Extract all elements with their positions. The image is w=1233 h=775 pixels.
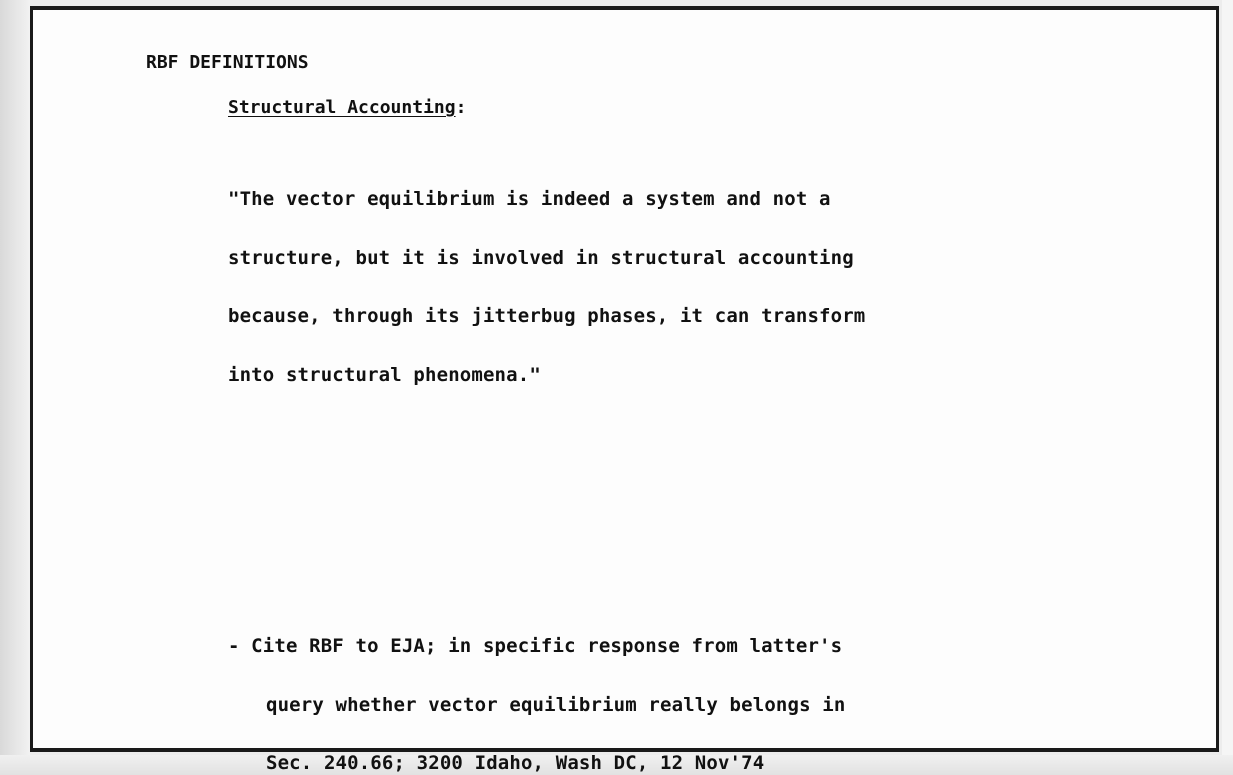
definition-quote [228, 151, 865, 424]
quote-line: because, through its jitterbug phases, it can transform [228, 305, 866, 327]
quote-line: "The vector equilibrium is indeed a system and not a [228, 188, 831, 210]
definition-term [228, 98, 466, 117]
citation-line: - Cite RBF to EJA; in specific response from latter's [228, 635, 843, 657]
definition-term-colon: : [455, 97, 467, 118]
citation-line: Sec. 240.66; 3200 Idaho, Wash DC, 12 Nov'74 [266, 752, 765, 774]
card-header: RBF DEFINITIONS [146, 52, 309, 73]
index-card [30, 6, 1219, 774]
quote-line: structure, but it is involved in structural accounting [228, 246, 854, 269]
citation-block [228, 598, 845, 775]
citation-line: query whether vector equilibrium really belongs in [266, 693, 846, 716]
scan-bed-edge [0, 0, 30, 775]
definition-term-label: Structural Accounting [228, 97, 456, 118]
scan-bed-edge-right [1222, 0, 1233, 775]
quote-line: into structural phenomena." [228, 363, 541, 386]
